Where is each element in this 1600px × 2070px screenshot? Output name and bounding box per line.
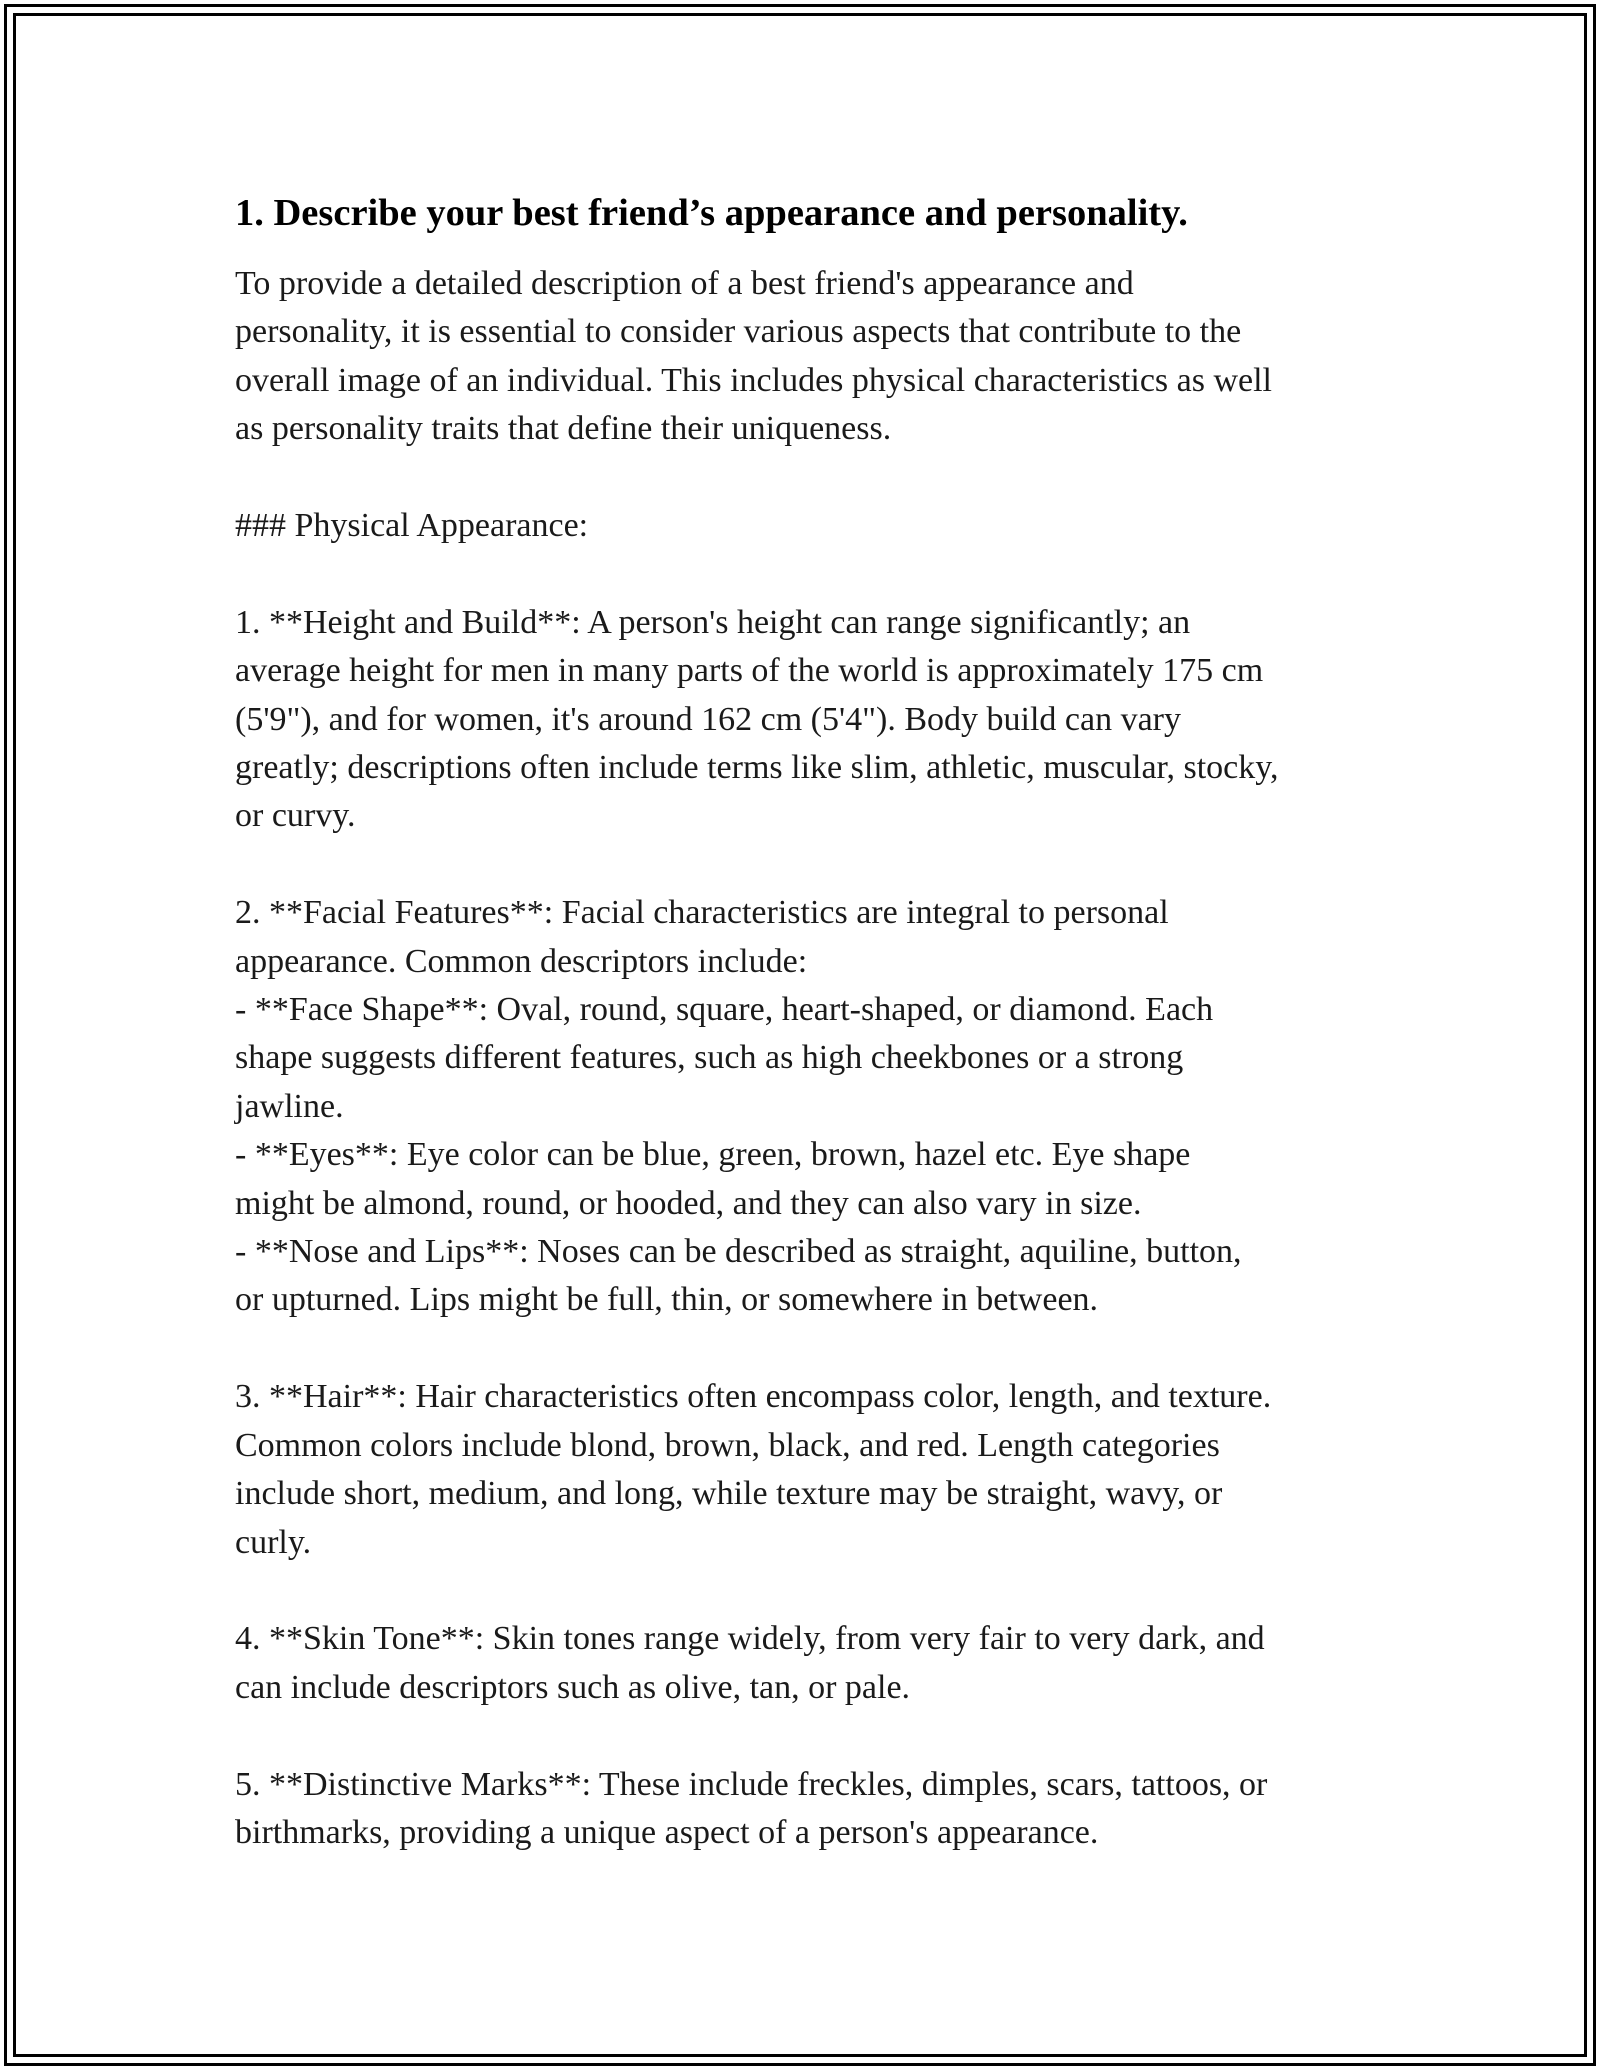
list-item-hair: 3. **Hair**: Hair characteristics often encompass color, length, and texture. Common colors include blond, brown, black, and red. Length categories include short, medium, and long, while texture may be straight, wavy, or curly. xyxy=(235,1378,1272,1561)
paragraph-spacer xyxy=(235,1712,1365,1760)
list-item-distinctive-marks: 5. **Distinctive Marks**: These include freckles, dimples, scars, tattoos, or birthmarks, providing a unique aspect of a person's appearance. xyxy=(235,1765,1268,1851)
intro-paragraph: To provide a detailed description of a best friend's appearance and personality, it is essential to consider various aspects that contribute to the overall image of an individual. This includes physical characteristics as well as personality traits that define their uniqueness. xyxy=(235,265,1272,448)
question-title: 1. Describe your best friend’s appearance and personality. xyxy=(235,192,1188,234)
paragraph-spacer xyxy=(235,1325,1365,1373)
document-body xyxy=(235,186,1365,1857)
paragraph-spacer xyxy=(235,1567,1365,1615)
list-item-facial-features: 2. **Facial Features**: Facial characteristics are integral to personal appearance. Common descriptors include: - **Face Shape**: Oval, round, square, heart-shaped, or diamond. Each shape suggests different features, such as high cheekbones or a strong jawline. - **Eyes**: Eye color can be blue, green, brown, hazel etc. Eye shape might be almond, round, or hooded, and they can also vary in size. - **Nose and Lips**: Noses can be described as straight, aquiline, button, or upturned. Lips might be full, thin, or somewhere in between. xyxy=(235,894,1242,1319)
section-heading: ### Physical Appearance: xyxy=(235,507,589,545)
paragraph-spacer xyxy=(235,841,1365,889)
list-item-skin-tone: 4. **Skin Tone**: Skin tones range widely, from very fair to very dark, and can include descriptors such as olive, tan, or pale. xyxy=(235,1620,1265,1706)
paragraph-spacer xyxy=(235,550,1365,598)
list-item-height-build: 1. **Height and Build**: A person's height can range significantly; an average height for men in many parts of the world is approximately 175 cm (5'9"), and for women, it's around 162 cm (5'4"). Body build can vary greatly; descriptions often include terms like slim, athletic, muscular, stocky, or curvy. xyxy=(235,603,1279,835)
paragraph-spacer xyxy=(235,454,1365,502)
